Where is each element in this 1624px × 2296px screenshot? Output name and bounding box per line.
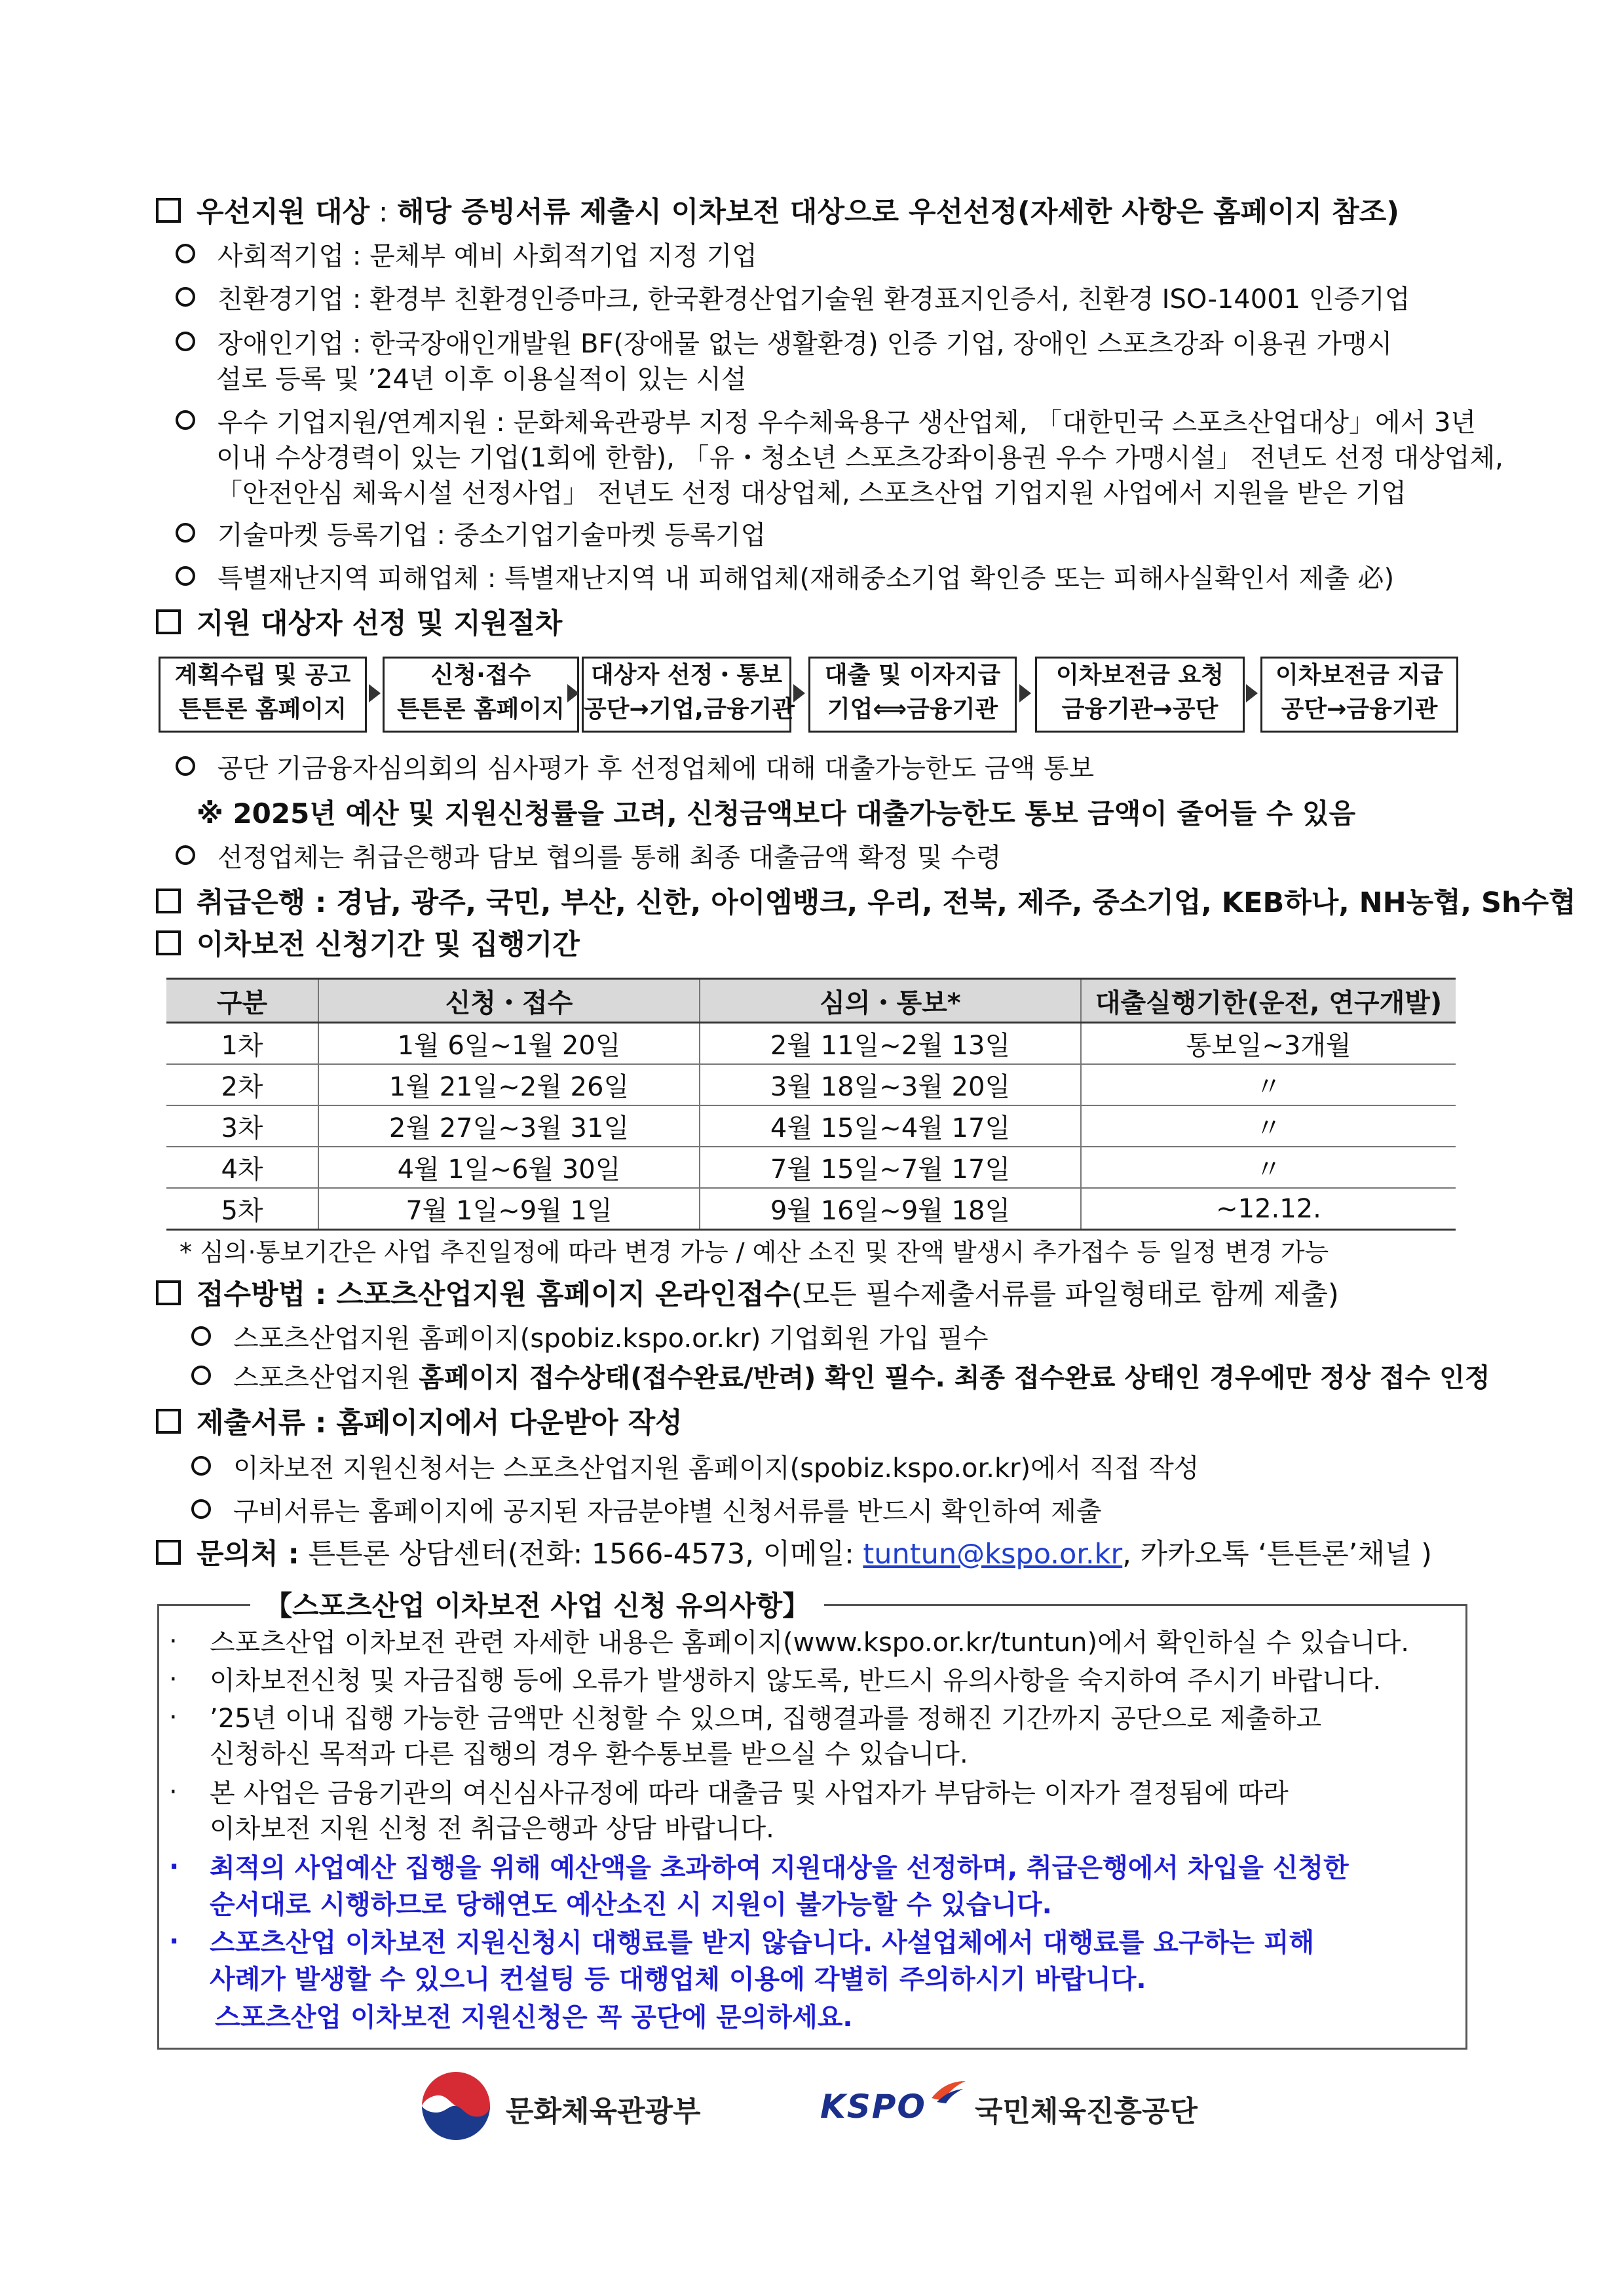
checkbox-square-icon (156, 1540, 181, 1565)
table-cell: 〃 (1081, 1064, 1456, 1105)
banks-heading: 취급은행 : 경남, 광주, 국민, 부산, 신한, 아이엠뱅크, 우리, 전북, 제주, 중소기업, KEB하나, NH농협, Sh수협 (156, 886, 1576, 921)
notice-line: 신청하신 목적과 다른 집행의 경우 환수통보를 받으실 수 있습니다. (210, 1739, 968, 1769)
column-header: 신청・접수 (318, 979, 700, 1023)
documents-heading: 제출서류 : 홈페이지에서 다운받아 작성 (156, 1406, 683, 1442)
table-cell: 1차 (166, 1023, 318, 1065)
process-step: 대출 및 이자지급 기업⟺금융기관 (808, 657, 1017, 733)
column-header: 대출실행기한(운전, 연구개발) (1081, 979, 1456, 1023)
arrow-right-icon (1246, 684, 1258, 702)
table-cell: 2월 27일~3월 31일 (318, 1105, 700, 1147)
table-cell: 7월 1일~9월 1일 (318, 1188, 700, 1230)
table-row (166, 1023, 1456, 1065)
table-cell: 〃 (1081, 1147, 1456, 1188)
table-cell: 5차 (166, 1188, 318, 1230)
circle-bullet-icon (176, 845, 195, 865)
arrow-right-icon (369, 684, 381, 702)
procedure-heading: 지원 대상자 선정 및 지원절차 (156, 607, 562, 642)
list-item-continuation: 설로 등록 및 ’24년 이후 이용실적이 있는 시설 (216, 364, 747, 394)
bullet-dot: · (169, 1926, 179, 1957)
table-cell: 통보일~3개월 (1081, 1023, 1456, 1065)
notice-line: 본 사업은 금융기관의 여신심사규정에 따라 대출금 및 사업자가 부담하는 이자가 결정됨에 따라 (210, 1778, 1289, 1808)
table-cell: 9월 16일~9월 18일 (700, 1188, 1081, 1230)
arrow-right-icon (567, 684, 579, 702)
table-cell: ~12.12. (1081, 1188, 1456, 1230)
circle-bullet-icon (176, 756, 195, 776)
circle-bullet-icon (191, 1456, 211, 1476)
list-item-continuation: 「안전안심 체육시설 선정사업」 전년도 선정 대상업체, 스포츠산업 기업지원 사업에서 지원을 받은 기업 (216, 478, 1407, 508)
bullet-dot: · (169, 1852, 179, 1882)
notice-warning-line: 스포츠산업 이차보전 지원신청은 꼭 공단에 문의하세요. (215, 2002, 853, 2033)
notice-warning-line: 사례가 발생할 수 있으니 컨설팅 등 대행업체 이용에 각별히 주의하시기 바랍니다. (210, 1964, 1146, 1995)
notice-warning-line: 최적의 사업예산 집행을 위해 예산액을 초과하여 지원대상을 선정하며, 취급은행에서 차입을 신청한 (210, 1853, 1349, 1883)
circle-bullet-icon (176, 332, 195, 351)
table-header-row (166, 979, 1456, 1023)
list-item: 친환경기업 : 환경부 친환경인증마크, 한국환경산업기술원 환경표지인증서, 친환경 ISO-14001 인증기업 (176, 283, 1410, 316)
checkbox-square-icon (156, 198, 181, 223)
ministry-name: 문화체육관광부 (506, 2095, 701, 2128)
process-step: 이차보전금 요청 금융기관→공단 (1035, 657, 1245, 733)
kspo-logo-mark: KSPO (820, 2088, 926, 2126)
notice-line: ’25년 이내 집행 가능한 금액만 신청할 수 있으며, 집행결과를 정해진 기간까지 공단으로 제출하고 (210, 1704, 1322, 1734)
bullet-dot: · (169, 1626, 178, 1656)
table-cell: 4차 (166, 1147, 318, 1188)
ministry-emblem-icon (419, 2069, 493, 2143)
checkbox-square-icon (156, 889, 181, 913)
list-item: 이차보전 지원신청서는 스포츠산업지원 홈페이지(spobiz.kspo.or.kr)에서 직접 작성 (191, 1452, 1199, 1485)
table-cell: 1월 6일~1월 20일 (318, 1023, 700, 1065)
process-step: 계획수립 및 공고 튼튼론 홈페이지 (159, 657, 367, 733)
table-cell: 7월 15일~7월 17일 (700, 1147, 1081, 1188)
table-cell: 4월 1일~6월 30일 (318, 1147, 700, 1188)
list-item-continuation: 이내 수상경력이 있는 기업(1회에 한함), 「유・청소년 스포츠강좌이용권 우수 가맹시설」 전년도 선정 대상업체, (216, 443, 1503, 473)
list-item: 우수 기업지원/연계지원 : 문화체육관광부 지정 우수체육용구 생산업체, 「대한민국 스포츠산업대상」에서 3년 (176, 406, 1476, 439)
column-header: 구분 (166, 979, 318, 1023)
contact-email-link[interactable]: tuntun@kspo.or.kr (863, 1538, 1123, 1571)
table-cell: 3차 (166, 1105, 318, 1147)
schedule-footnote: * 심의·통보기간은 사업 추진일정에 따라 변경 가능 / 예산 소진 및 잔액 발생시 추가접수 등 일정 변경 가능 (179, 1238, 1329, 1267)
list-item: 스포츠산업지원 홈페이지 접수상태(접수완료/반려) 확인 필수. 최종 접수완료 상태인 경우에만 정상 접수 인정 (191, 1362, 1490, 1394)
list-item: 구비서류는 홈페이지에 공지된 자금분야별 신청서류를 반드시 확인하여 제출 (191, 1495, 1101, 1528)
bullet-dot: · (169, 1664, 178, 1694)
circle-bullet-icon (176, 523, 195, 543)
circle-bullet-icon (176, 566, 195, 586)
circle-bullet-icon (191, 1366, 211, 1385)
schedule-table (166, 978, 1456, 1231)
schedule-heading: 이차보전 신청기간 및 집행기간 (156, 928, 580, 963)
list-item: 기술마켓 등록기업 : 중소기업기술마켓 등록기업 (176, 519, 766, 552)
table-cell: 3월 18일~3월 20일 (700, 1064, 1081, 1105)
table-cell: 〃 (1081, 1105, 1456, 1147)
receipt-heading: 접수방법 : 스포츠산업지원 홈페이지 온라인접수(모든 필수제출서류를 파일형태로 함께 제출) (156, 1278, 1339, 1313)
list-item: 특별재난지역 피해업체 : 특별재난지역 내 피해업체(재해중소기업 확인증 또는 피해사실확인서 제출 必) (176, 562, 1394, 595)
table-cell: 4월 15일~4월 17일 (700, 1105, 1081, 1147)
table-row (166, 1064, 1456, 1105)
checkbox-square-icon (156, 1409, 181, 1434)
table-row (166, 1105, 1456, 1147)
checkbox-square-icon (156, 1280, 181, 1305)
circle-bullet-icon (176, 287, 195, 307)
notice-warning-line: 스포츠산업 이차보전 지원신청시 대행료를 받지 않습니다. 사설업체에서 대행료를 요구하는 피해 (210, 1928, 1315, 1958)
notice-line: 스포츠산업 이차보전 관련 자세한 내용은 홈페이지(www.kspo.or.kr/tuntun)에서 확인하실 수 있습니다. (210, 1628, 1410, 1658)
checkbox-square-icon (156, 609, 181, 634)
notice-line: 이차보전신청 및 자금집행 등에 오류가 발생하지 않도록, 반드시 유의사항을 숙지하여 주시기 바랍니다. (210, 1666, 1382, 1696)
table-row (166, 1147, 1456, 1188)
notice-warning-line: 순서대로 시행하므로 당해연도 예산소진 시 지원이 불가능할 수 있습니다. (210, 1890, 1052, 1920)
circle-bullet-icon (176, 244, 195, 263)
circle-bullet-icon (191, 1326, 211, 1346)
kspo-name: 국민체육진흥공단 (975, 2095, 1198, 2128)
table-row (166, 1188, 1456, 1230)
arrow-right-icon (793, 684, 805, 702)
list-item: 선정업체는 취급은행과 담보 협의를 통해 최종 대출금액 확정 및 수령 (176, 841, 1001, 874)
bullet-dot: · (169, 1702, 178, 1732)
list-item: 장애인기업 : 한국장애인개발원 BF(장애물 없는 생활환경) 인증 기업, 장애인 스포츠강좌 이용권 가맹시 (176, 328, 1392, 360)
contact-line: 문의처 : 튼튼론 상담센터(전화: 1566-4573, 이메일: tuntun@kspo.or.kr, 카카오톡 ‘튼튼론’채널 ) (156, 1537, 1432, 1573)
notice-title: 【스포츠산업 이차보전 사업 신청 유의사항】 (250, 1584, 824, 1624)
process-step: 이차보전금 지급 공단→금융기관 (1260, 657, 1458, 733)
process-step: 대상자 선정・통보 공단→기업,금융기관 (582, 657, 791, 733)
table-cell: 2월 11일~2월 13일 (700, 1023, 1081, 1065)
procedure-note: ※ 2025년 예산 및 지원신청률을 고려, 신청금액보다 대출가능한도 통보 금액이 줄어들 수 있음 (197, 797, 1356, 830)
table-cell: 2차 (166, 1064, 318, 1105)
column-header: 심의・통보* (700, 979, 1081, 1023)
kspo-swoosh-icon (930, 2078, 967, 2105)
table-cell: 1월 21일~2월 26일 (318, 1064, 700, 1105)
list-item: 사회적기업 : 문체부 예비 사회적기업 지정 기업 (176, 240, 757, 273)
list-item: 공단 기금융자심의회의 심사평가 후 선정업체에 대해 대출가능한도 금액 통보 (176, 752, 1094, 785)
notice-line: 이차보전 지원 신청 전 취급은행과 상담 바랍니다. (210, 1814, 774, 1844)
process-step: 신청·접수 튼튼론 홈페이지 (383, 657, 579, 733)
circle-bullet-icon (176, 410, 195, 430)
priority-heading: 우선지원 대상 : 해당 증빙서류 제출시 이차보전 대상으로 우선선정(자세한 사항은 홈페이지 참조) (156, 195, 1399, 231)
list-item: 스포츠산업지원 홈페이지(spobiz.kspo.or.kr) 기업회원 가입 필수 (191, 1322, 989, 1355)
circle-bullet-icon (191, 1499, 211, 1519)
bullet-dot: · (169, 1777, 178, 1807)
checkbox-square-icon (156, 930, 181, 955)
arrow-right-icon (1019, 684, 1031, 702)
